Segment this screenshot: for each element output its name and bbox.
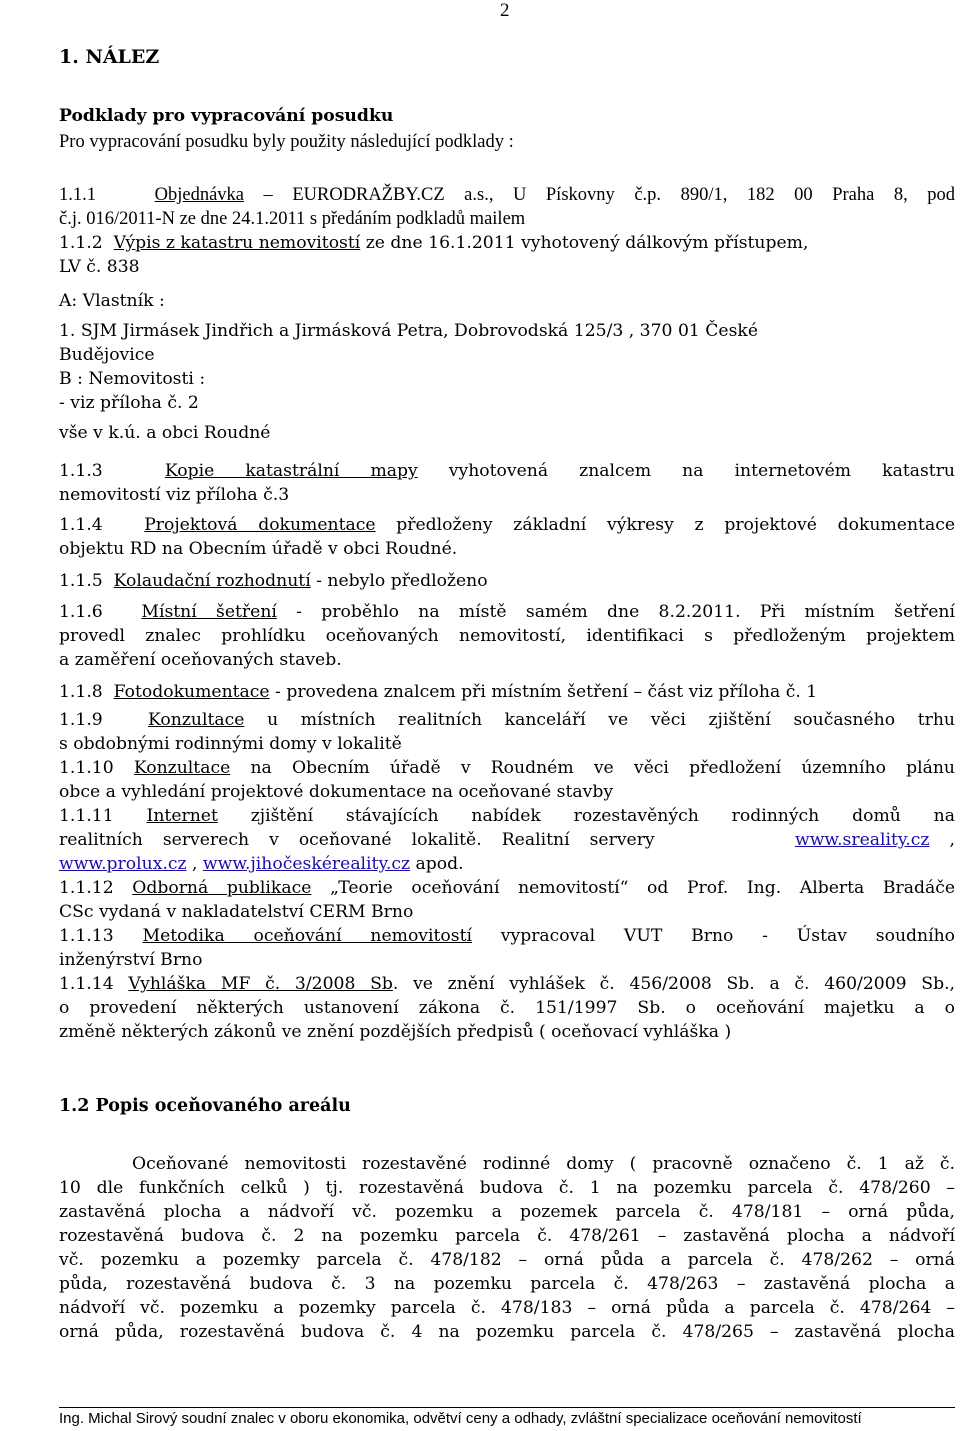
item-1-1-10-title: Konzultace (133, 758, 231, 778)
item-1-1-8 (59, 680, 955, 704)
item-1-1-12 (59, 876, 955, 924)
page-footer: Ing. Michal Sirový soudní znalec v oboru ekonomika, odvětví ceny a odhady, zvláštní specializace oceňování nemovitostí (59, 1410, 862, 1427)
item-1-1-2 (59, 231, 955, 279)
item-1-1-6-line-3: a zaměření oceňovaných staveb. (59, 650, 342, 670)
item-1-1-12-line-2: CSc vydaná v nakladatelství CERM Brno (59, 902, 414, 922)
item-1-1-6-line-1: 1.1.6 Místní šetření - proběhlo na místě samém dne 8.2.2011. Při místním šetření (59, 602, 955, 622)
description-line: 10 dle funkčních celků ) tj. rozestavěná budova č. 1 na pozemku parcela č. 478/260 – (59, 1178, 955, 1198)
item-1-1-5-line-1: 1.1.5 Kolaudační rozhodnutí - nebylo předloženo (59, 571, 488, 591)
item-1-1-8-title: Fotodokumentace (113, 682, 270, 702)
description-line: zastavěná plocha a nádvoří vč. pozemku a pozemek parcela č. 478/181 – orná půda, (59, 1202, 955, 1222)
item-1-1-13-title: Metodika oceňování nemovitostí (142, 926, 472, 946)
description-line: půda, rozestavěná budova č. 3 na pozemku parcela č. 478/263 – zastavěná plocha a (59, 1274, 955, 1294)
item-1-1-3-line-1: 1.1.3 Kopie katastrální mapy vyhotovená znalcem na internetovém katastru (59, 461, 955, 481)
item-1-1-5 (59, 569, 955, 593)
description-paragraph (59, 1152, 955, 1344)
description-line: orná půda, rozestavěná budova č. 4 na pozemku parcela č. 478/265 – zastavěná plocha (59, 1322, 955, 1342)
item-1-1-4 (59, 513, 955, 561)
item-1-1-3-title: Kopie katastrální mapy (164, 461, 418, 481)
link-sreality[interactable]: www.sreality.cz (795, 830, 930, 850)
item-1-1-2-title: Výpis z katastru nemovitostí (113, 233, 361, 253)
item-1-1-5-title: Kolaudační rozhodnutí (113, 571, 311, 591)
item-1-1-9-title: Konzultace (148, 710, 245, 730)
item-1-1-9-line-1: 1.1.9 Konzultace u místních realitních kanceláří ve věci zjištění současného trhu (59, 710, 955, 730)
item-1-1-1-line-1: 1.1.1 Objednávka – EURODRAŽBY.CZ a.s., U Pískovny č.p. 890/1, 182 00 Praha 8, pod (59, 185, 956, 205)
property-label: B : Nemovitosti : (59, 369, 206, 389)
item-1-1-2-line-2: LV č. 838 (59, 257, 140, 277)
sources-section (59, 104, 955, 128)
sources-intro-block (59, 130, 955, 154)
owner-line-1: 1. SJM Jirmásek Jindřich a Jirmásková Petra, Dobrovodská 125/3 , 370 01 České (59, 321, 759, 341)
item-1-1-10-line-1: 1.1.10 Konzultace na Obecním úřadě v Roudném ve věci předložení územního plánu (59, 758, 955, 778)
item-1-1-2-line-1: 1.1.2 Výpis z katastru nemovitostí ze dne 16.1.2011 vyhotovený dálkovým přístupem, (59, 233, 809, 253)
description-line: nádvoří vč. pozemku a pozemky parcela č. 478/183 – orná půda a parcela č. 478/264 – (59, 1298, 955, 1318)
section-heading-2: 1.2 Popis oceňovaného areálu (59, 1096, 351, 1116)
item-1-1-12-line-1: 1.1.12 Odborná publikace „Teorie oceňování nemovitostí“ od Prof. Ing. Alberta Bradáče (59, 878, 955, 898)
item-1-1-3-line-2: nemovitostí viz příloha č.3 (59, 485, 290, 505)
item-1-1-4-line-1: 1.1.4 Projektová dokumentace předloženy základní výkresy z projektové dokumentace (59, 515, 955, 535)
item-1-1-11-line-3: www.prolux.cz , www.jihočeskéreality.cz apod. (59, 854, 464, 874)
item-1-1-12-title: Odborná publikace (132, 878, 312, 898)
description-line: Oceňované nemovitosti rozestavěné rodinné domy ( pracovně označeno č. 1 až č. (132, 1154, 955, 1174)
item-1-1-14-line-1: 1.1.14 Vyhláška MF č. 3/2008 Sb. ve znění vyhlášek č. 456/2008 Sb. a č. 460/2009 Sb., (59, 974, 956, 994)
item-1-1-14-line-3: změně některých zákonů ve znění pozdějších předpisů ( oceňovací vyhláška ) (59, 1022, 732, 1042)
item-1-1-4-title: Projektová dokumentace (144, 515, 376, 535)
footer-rule (59, 1407, 955, 1408)
link-prolux[interactable]: www.prolux.cz (59, 854, 187, 874)
item-1-1-11 (59, 804, 955, 876)
item-1-1-10-line-2: obce a vyhledání projektové dokumentace na oceňované stavby (59, 782, 614, 802)
item-1-1-6-line-2: provedl znalec prohlídku oceňovaných nemovitostí, identifikaci s předloženým projektem (59, 626, 955, 646)
link-jihoceskereality[interactable]: www.jihočeskéreality.cz (202, 854, 411, 874)
item-1-1-1 (59, 183, 955, 231)
description-line: rozestavěná budova č. 2 na pozemku parcela č. 478/261 – zastavěná plocha a nádvoří (59, 1226, 955, 1246)
item-1-1-13-line-1: 1.1.13 Metodika oceňování nemovitostí vypracoval VUT Brno - Ústav soudního (59, 926, 956, 946)
item-1-1-11-line-1: 1.1.11 Internet zjištění stávajících nabídek rozestavěných rodinných domů na (59, 806, 955, 826)
item-1-1-1-title: Objednávka (154, 185, 245, 205)
owner-line-2: Budějovice (59, 345, 155, 365)
item-1-1-6-title: Místní šetření (141, 602, 277, 622)
property-ref: - viz příloha č. 2 (59, 393, 199, 413)
sources-intro: Pro vypracování posudku byly použity následující podklady : (59, 132, 514, 152)
owner-block (59, 289, 955, 445)
owner-label: A: Vlastník : (59, 291, 165, 311)
item-1-1-13-line-2: inženýrství Brno (59, 950, 203, 970)
description-line: vč. pozemku a pozemky parcela č. 478/182 – orná půda a parcela č. 478/262 – orná (59, 1250, 955, 1270)
item-1-1-9-line-2: s obdobnými rodinnými domy v lokalitě (59, 734, 402, 754)
item-1-1-10 (59, 756, 955, 804)
item-1-1-8-line-1: 1.1.8 Fotodokumentace - provedena znalcem při místním šetření – část viz příloha č. 1 (59, 682, 818, 702)
item-1-1-1-line-2: č.j. 016/2011-N ze dne 24.1.2011 s předáním podkladů mailem (59, 209, 526, 229)
item-1-1-11-line-2: realitních serverech v oceňované lokalitě. Realitní servery www.sreality.cz , (59, 830, 955, 850)
item-1-1-4-line-2: objektu RD na Obecním úřadě v obci Roudné. (59, 539, 458, 559)
item-1-1-14-title: Vyhláška MF č. 3/2008 Sb (128, 974, 393, 994)
item-1-1-9 (59, 708, 955, 756)
page-number: 2 (500, 0, 510, 21)
sources-title: Podklady pro vypracování posudku (59, 106, 394, 126)
item-1-1-3 (59, 459, 955, 507)
section-heading-1: 1. NÁLEZ (59, 46, 160, 68)
property-all: vše v k.ú. a obci Roudné (59, 423, 271, 443)
item-1-1-14-line-2: o provedení některých ustanovení zákona č. 151/1997 Sb. o oceňování majetku a o (59, 998, 955, 1018)
item-1-1-13 (59, 924, 955, 972)
item-1-1-11-title: Internet (146, 806, 218, 826)
item-1-1-14 (59, 972, 955, 1044)
item-1-1-6 (59, 600, 955, 672)
